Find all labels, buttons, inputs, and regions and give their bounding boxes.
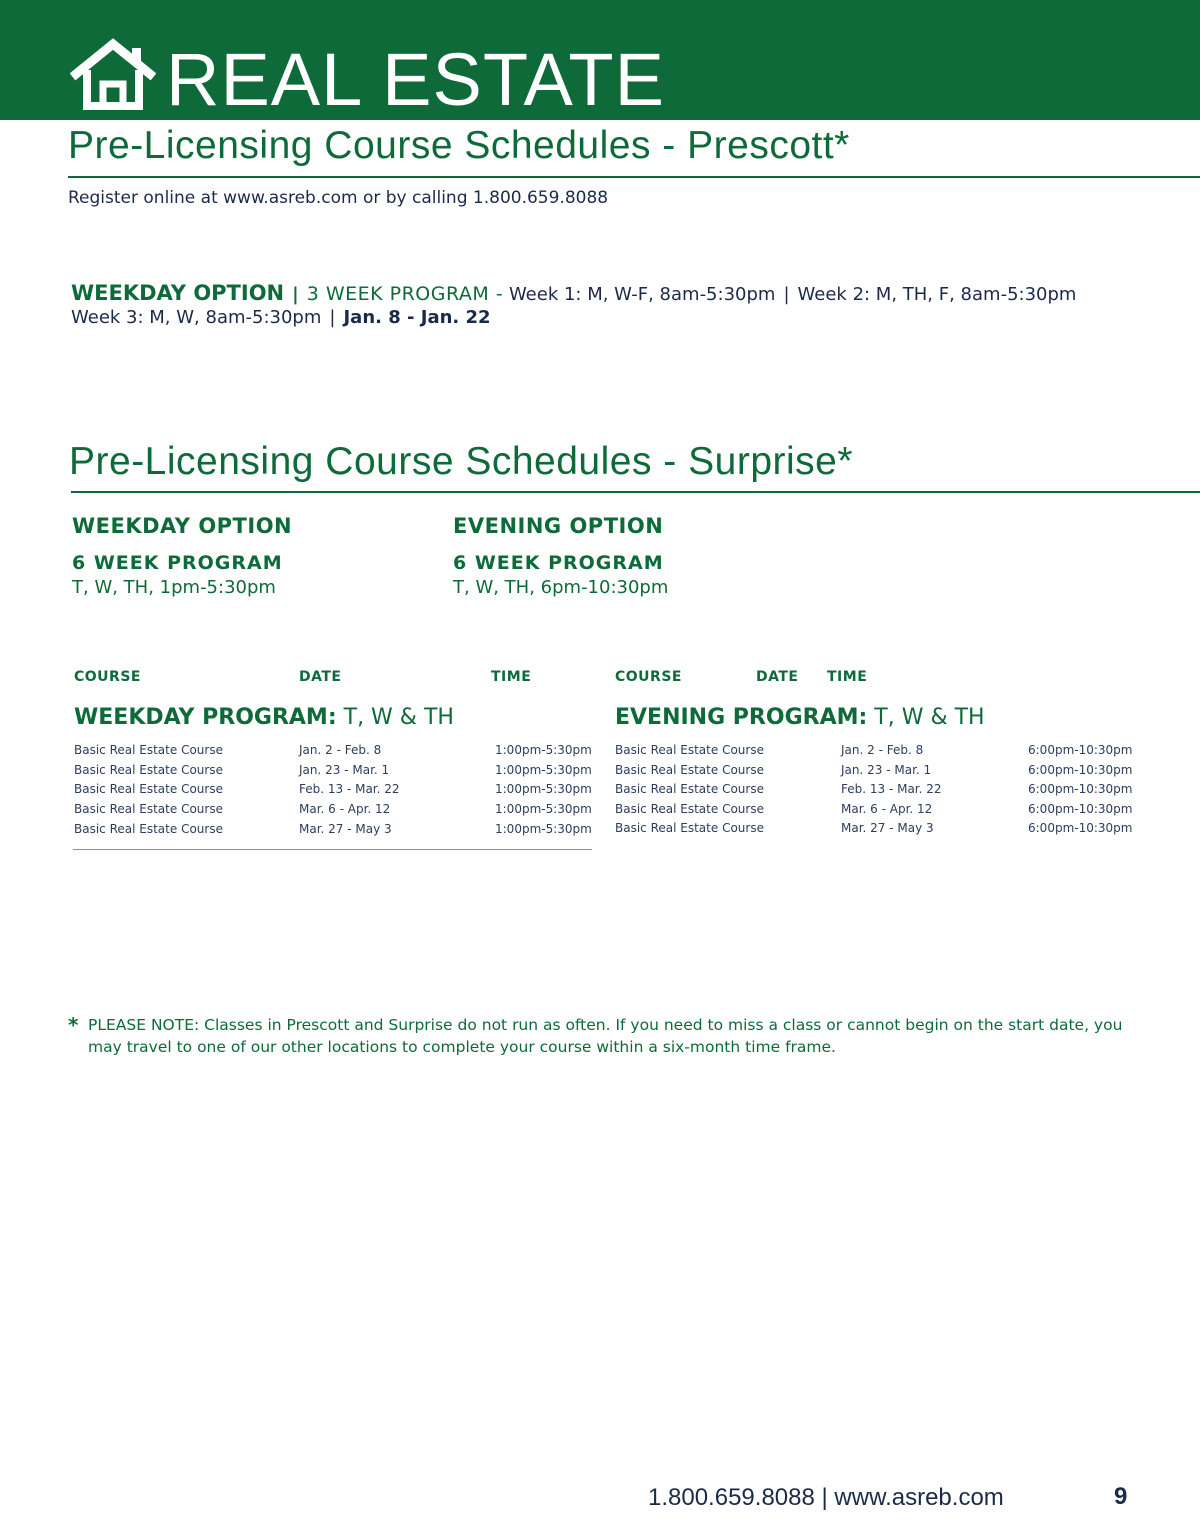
date-cell: Mar. 27 - May 3 bbox=[299, 822, 392, 836]
weekday-col-time: TIME bbox=[491, 669, 532, 685]
evening-col-date: DATE bbox=[756, 669, 799, 685]
date-cell: Feb. 13 - Mar. 22 bbox=[299, 782, 400, 796]
table-row bbox=[615, 782, 1155, 802]
prescott-section-title: Pre-Licensing Course Schedules - Prescott* bbox=[68, 124, 850, 167]
course-cell: Basic Real Estate Course bbox=[74, 802, 223, 816]
course-cell: Basic Real Estate Course bbox=[615, 763, 764, 777]
time-cell: 6:00pm-10:30pm bbox=[1028, 802, 1133, 816]
asterisk-icon: * bbox=[68, 1013, 79, 1037]
surprise-title-rule bbox=[71, 491, 1200, 493]
page-number: 9 bbox=[1114, 1483, 1128, 1510]
register-info: Register online at www.asreb.com or by calling 1.800.659.8088 bbox=[68, 188, 609, 208]
surprise-section-title: Pre-Licensing Course Schedules - Surprise* bbox=[69, 440, 854, 483]
prescott-program-label: 3 WEEK PROGRAM - bbox=[306, 283, 504, 305]
time-cell: 6:00pm-10:30pm bbox=[1028, 763, 1133, 777]
note-text: PLEASE NOTE: Classes in Prescott and Surprise do not run as often. If you need to miss a class or cannot begin on the start date, you may travel to one of our other locations to complete your course within a six-month time frame. bbox=[88, 1016, 1123, 1056]
date-cell: Jan. 23 - Mar. 1 bbox=[841, 763, 932, 777]
weekday-col-course: COURSE bbox=[74, 669, 141, 685]
time-cell: 1:00pm-5:30pm bbox=[495, 743, 592, 757]
table-row bbox=[615, 763, 1155, 783]
prescott-schedule-line-2 bbox=[71, 307, 491, 328]
prescott-schedule-line-1 bbox=[71, 281, 1076, 305]
course-cell: Basic Real Estate Course bbox=[615, 743, 764, 757]
date-cell: Mar. 27 - May 3 bbox=[841, 821, 934, 835]
time-cell: 6:00pm-10:30pm bbox=[1028, 821, 1133, 835]
prescott-divider: | bbox=[292, 284, 299, 305]
time-cell: 6:00pm-10:30pm bbox=[1028, 782, 1133, 796]
weekday-table-rule bbox=[73, 849, 592, 850]
prescott-title-rule bbox=[68, 176, 1200, 178]
date-cell: Feb. 13 - Mar. 22 bbox=[841, 782, 942, 796]
weekday-program-title-bold: WEEKDAY PROGRAM: bbox=[74, 705, 337, 730]
evening-schedule: T, W, TH, 6pm-10:30pm bbox=[453, 577, 669, 598]
evening-program-title bbox=[615, 705, 985, 730]
course-cell: Basic Real Estate Course bbox=[74, 782, 223, 796]
weekday-option-label: WEEKDAY OPTION bbox=[72, 514, 293, 538]
date-cell: Jan. 2 - Feb. 8 bbox=[841, 743, 924, 757]
table-row bbox=[74, 822, 594, 842]
table-row bbox=[615, 802, 1155, 822]
evening-program-title-days: T, W & TH bbox=[874, 705, 985, 730]
weekday-program-title-days: T, W & TH bbox=[343, 705, 454, 730]
time-cell: 1:00pm-5:30pm bbox=[495, 763, 592, 777]
evening-program-label: 6 WEEK PROGRAM bbox=[453, 552, 664, 574]
prescott-week3: Week 3: M, W, 8am-5:30pm bbox=[71, 307, 322, 328]
prescott-option-label: WEEKDAY OPTION bbox=[71, 281, 285, 305]
weekday-program-label: 6 WEEK PROGRAM bbox=[72, 552, 283, 574]
weekday-col-date: DATE bbox=[299, 669, 342, 685]
time-cell: 1:00pm-5:30pm bbox=[495, 782, 592, 796]
header-banner bbox=[0, 0, 1200, 120]
course-cell: Basic Real Estate Course bbox=[74, 743, 223, 757]
date-cell: Mar. 6 - Apr. 12 bbox=[299, 802, 391, 816]
table-row bbox=[74, 802, 594, 822]
course-cell: Basic Real Estate Course bbox=[74, 763, 223, 777]
prescott-divider: | bbox=[783, 284, 790, 305]
footer-contact: 1.800.659.8088 | www.asreb.com bbox=[648, 1484, 1004, 1511]
house-icon bbox=[70, 36, 156, 112]
table-row bbox=[615, 821, 1155, 841]
table-row bbox=[74, 763, 594, 783]
course-cell: Basic Real Estate Course bbox=[615, 802, 764, 816]
table-row bbox=[74, 782, 594, 802]
date-cell: Mar. 6 - Apr. 12 bbox=[841, 802, 933, 816]
prescott-week2: Week 2: M, TH, F, 8am-5:30pm bbox=[797, 284, 1077, 305]
table-row bbox=[74, 743, 594, 763]
course-cell: Basic Real Estate Course bbox=[74, 822, 223, 836]
prescott-week1: Week 1: M, W-F, 8am-5:30pm bbox=[508, 284, 776, 305]
time-cell: 1:00pm-5:30pm bbox=[495, 822, 592, 836]
weekday-program-title bbox=[74, 705, 454, 730]
evening-program-title-bold: EVENING PROGRAM: bbox=[615, 705, 868, 730]
page-title: REAL ESTATE bbox=[166, 38, 665, 121]
table-row bbox=[615, 743, 1155, 763]
evening-option-label: EVENING OPTION bbox=[453, 514, 664, 538]
evening-col-time: TIME bbox=[827, 669, 868, 685]
date-cell: Jan. 23 - Mar. 1 bbox=[299, 763, 390, 777]
course-cell: Basic Real Estate Course bbox=[615, 821, 764, 835]
weekday-schedule: T, W, TH, 1pm-5:30pm bbox=[72, 577, 276, 598]
time-cell: 1:00pm-5:30pm bbox=[495, 802, 592, 816]
date-cell: Jan. 2 - Feb. 8 bbox=[299, 743, 382, 757]
prescott-divider: | bbox=[329, 307, 336, 328]
time-cell: 6:00pm-10:30pm bbox=[1028, 743, 1133, 757]
course-cell: Basic Real Estate Course bbox=[615, 782, 764, 796]
evening-col-course: COURSE bbox=[615, 669, 682, 685]
prescott-dates: Jan. 8 - Jan. 22 bbox=[343, 307, 491, 328]
